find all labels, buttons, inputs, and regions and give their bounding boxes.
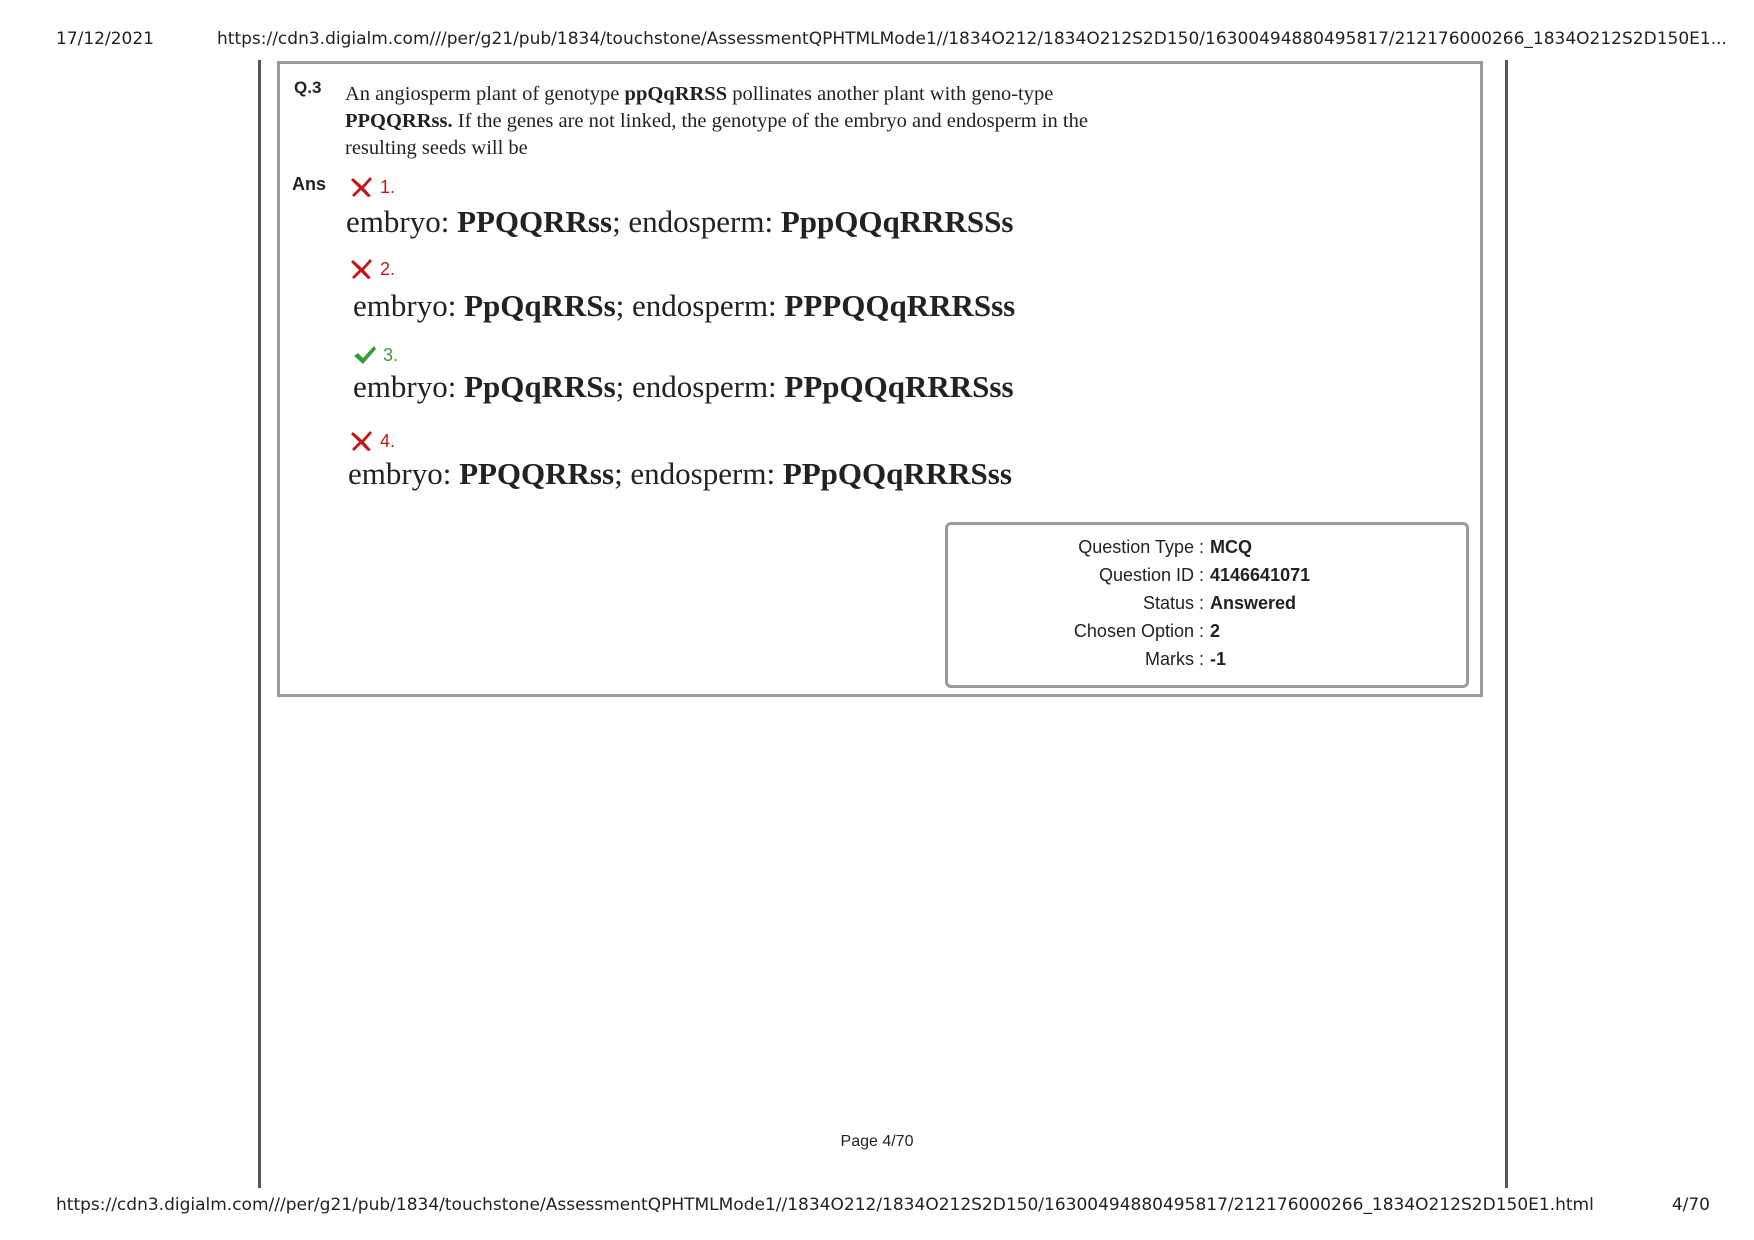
option-1-text: embryo: PPQQRRss; endosperm: PppQQqRRRSSs <box>346 204 1014 239</box>
option-3-marker <box>353 344 398 366</box>
page-number: Page 4/70 <box>840 1133 914 1150</box>
info-value: MCQ <box>1210 537 1252 557</box>
question-text: An angiosperm plant of genotype ppQqRRSS pollinates another plant with geno-type PPQQRRss. If the genes are not linked, the genotype of the embryo and endosperm in the resulting seeds will be <box>345 83 1088 159</box>
answer-label: Ans <box>292 174 327 194</box>
question-number: Q.3 <box>294 78 322 97</box>
info-label: Question Type : <box>1078 537 1204 557</box>
info-row-marks <box>948 649 1466 673</box>
info-row-status <box>948 593 1466 617</box>
info-label: Question ID : <box>1098 565 1204 585</box>
checkmark-icon <box>353 344 377 366</box>
option-4-text: embryo: PPQQRRss; endosperm: PPpQQqRRRSss <box>348 456 1012 491</box>
option-3-text: embryo: PpQqRRSs; endosperm: PPpQQqRRRSss <box>353 369 1014 404</box>
header-date: 17/12/2021 <box>56 29 154 49</box>
info-row-question-id <box>948 565 1466 589</box>
info-label: Marks : <box>1144 649 1204 669</box>
footer-url: https://cdn3.digialm.com///per/g21/pub/1834/touchstone/AssessmentQPHTMLMode1//1834O212/1834O212S2D150/16300494880495817/212176000266_1834O212S2D150E1.html <box>56 1195 1594 1215</box>
option-2-text: embryo: PpQqRRSs; endosperm: PPPQQqRRRSss <box>353 288 1016 323</box>
option-1-number: 1. <box>380 176 396 197</box>
info-row-chosen-option <box>948 621 1466 645</box>
option-4-marker <box>350 430 395 452</box>
option-2-number: 2. <box>380 258 396 279</box>
option-1-marker <box>350 176 395 198</box>
info-label: Status : <box>1142 593 1204 613</box>
info-value: 4146641071 <box>1210 565 1311 585</box>
page-left-border <box>258 60 261 1188</box>
page-right-border <box>1505 60 1508 1188</box>
cross-icon <box>350 258 374 280</box>
option-2-marker <box>350 258 395 280</box>
info-value: 2 <box>1210 621 1221 641</box>
question-info-box <box>945 522 1469 688</box>
question-box <box>277 61 1483 697</box>
cross-icon <box>350 176 374 198</box>
info-label: Chosen Option : <box>1073 621 1204 641</box>
info-value: Answered <box>1210 593 1297 613</box>
option-3-number: 3. <box>383 344 399 365</box>
info-value: -1 <box>1210 649 1227 669</box>
footer-page-count: 4/70 <box>1671 1195 1710 1215</box>
option-4-number: 4. <box>380 430 396 451</box>
header-url: https://cdn3.digialm.com///per/g21/pub/1834/touchstone/AssessmentQPHTMLMode1//1834O212/1834O212S2D150/16300494880495817/212176000266_1834O212S2D150E1... <box>217 29 1727 49</box>
cross-icon <box>350 430 374 452</box>
info-row-question-type <box>948 537 1466 561</box>
